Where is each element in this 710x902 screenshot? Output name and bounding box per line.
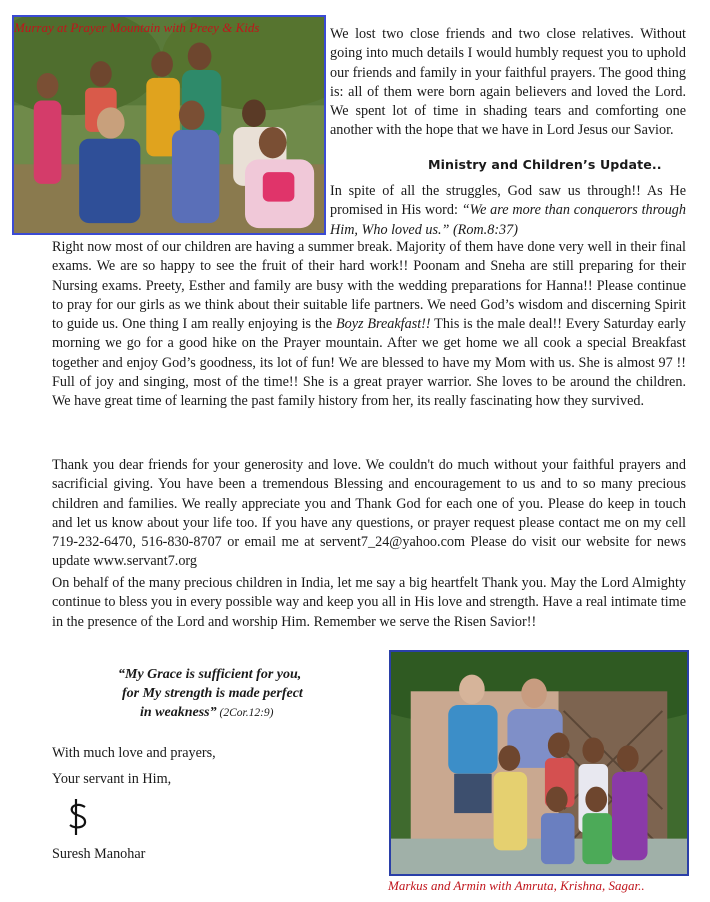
update-emph: Boyz Breakfast!! [335, 316, 431, 333]
closing-line-1: With much love and prayers, [52, 745, 216, 761]
photo-group-children [391, 652, 687, 874]
top-photo-caption: Murray at Prayer Mountain with Preey & Kids [14, 20, 260, 35]
update-lead [330, 182, 686, 240]
update-paragraph [52, 238, 686, 412]
signature-name: Suresh Manohar [52, 846, 146, 862]
bottom-photo-caption: Markus and Armin with Amruta, Krishna, Sagar.. [388, 878, 645, 893]
quote-line-2: for My strength is made perfect [122, 686, 303, 701]
quote-line-1: “My Grace is sufficient for you, [118, 667, 302, 682]
photo-group-prayer-mountain [14, 17, 324, 233]
update-body-a: Right now most of our children are having a summer break. Majority of them have done very well in their final exams. We are so happy to see the fruit of their hard work!! Poonam and Sneha are still preparing for their Nursing exams. Preety, Esther and family are busy with the wedding preparations for Hanna!! Please continue to pray for our girls as we think about their suitable life partners. We need God’s wisdom and discerning Spirit to guide us. One thing I am really enjoying is the [52, 239, 686, 333]
closing-line-2: Your servant in Him, [52, 771, 172, 787]
scripture-quote [118, 665, 303, 723]
quote-ref: (2Cor.12:9) [216, 707, 274, 719]
behalf-paragraph: On behalf of the many precious children in India, let me say a big heartfelt Thank you. May the Lord Almighty continue to bless you in every possible way and keep you all in His love and strength. Have a real intimate time in the presence of the Lord and worship Him. Remember we serve the Risen Savior!! [52, 575, 686, 630]
intro-paragraph: We lost two close friends and two close relatives. Without going into much details I would humbly request you to uphold our friends and family in your faithful prayers. The good thing is: all of them were born again believers and loved the Lord. We spent lot of time in shading tears and comforting one another with the hope that we have in Lord Jesus our Savior. [330, 26, 686, 139]
bottom-photo [389, 650, 689, 876]
quote-line-3: in weakness” [140, 705, 217, 720]
update-lead-text: In spite of all the struggles, God saw us through!! As He promised in His word: [330, 183, 686, 219]
thanks-paragraph: Thank you dear friends for your generosity and love. We couldn't do much without your faithful prayers and sacrificial giving. You have been a tremendous Blessing and encouragement to us and to so many precious children and families. We really appreciate you and Thank God for each one of you. Please do keep in touch and let us know about your life too. If you have any questions, or prayer request please contact me on my cell 719-232-6470, 516-830-8707 or email me at servent7_24@yahoo.com Please do visit our website for news update www.servant7.org [52, 457, 686, 570]
quote-line-3-wrap [118, 703, 303, 723]
top-photo [12, 15, 326, 235]
section-heading: Ministry and Children’s Update.. [428, 157, 662, 172]
update-body-b: This is the male deal!! Every Saturday early morning we go for a good hike on the Prayer mountain. After we get home we all cook a special Breakfast together and enjoy God’s goodness, its lot of fun! We are blessed to have my Mom with us. She is almost 97 !! Full of joy and singing, most of the time!! She is a great prayer warrior. She loves to be around the children. We have great time of learning the past family history from her, its really fascinating how they survived. [52, 316, 687, 410]
update-verse: “We are more than conquerors through Him, Who loved us.” (Rom.8:37) [330, 202, 686, 238]
signature-icon [66, 797, 92, 837]
